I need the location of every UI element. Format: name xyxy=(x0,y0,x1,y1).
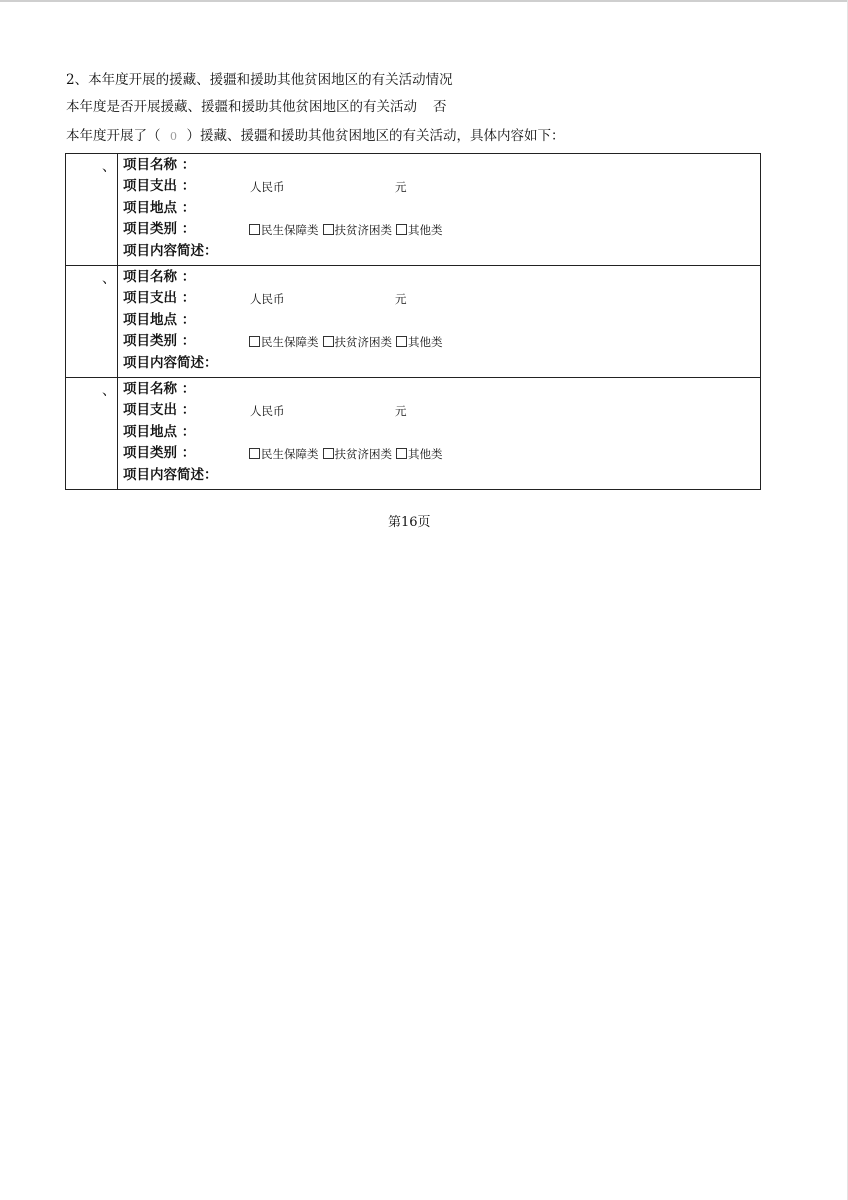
project-description-label: 项目内容简述： xyxy=(123,243,218,259)
project-description-row xyxy=(123,466,218,484)
project-name-label: 项目名称 ： xyxy=(123,381,196,397)
checkbox-icon[interactable] xyxy=(323,448,334,459)
project-category-row xyxy=(123,220,443,238)
category-option-poverty-relief[interactable]: 扶贫济困类 xyxy=(323,335,393,349)
project-location-label: 项目地点 ： xyxy=(123,312,196,328)
checkbox-icon[interactable] xyxy=(396,336,407,347)
project-entry-3 xyxy=(66,378,761,490)
project-index-mark: 、 xyxy=(102,271,116,287)
project-index-mark: 、 xyxy=(102,159,116,175)
project-entry-1 xyxy=(66,154,761,266)
project-name-row xyxy=(123,268,195,286)
project-index-mark: 、 xyxy=(102,383,116,399)
activity-answer: 否 xyxy=(433,99,447,115)
project-expense-label: 项目支出 ： xyxy=(123,290,196,306)
project-location-row xyxy=(123,423,195,441)
section-heading: 2、本年度开展的援藏、援疆和援助其他贫困地区的有关活动情况 xyxy=(66,72,453,88)
category-option-other[interactable]: 其他类 xyxy=(396,223,443,237)
project-location-row xyxy=(123,311,195,329)
currency-label: 人民币 xyxy=(250,180,285,194)
project-description-row xyxy=(123,242,218,260)
project-content-cell xyxy=(118,378,761,490)
count-value: 0 xyxy=(170,130,177,143)
checkbox-icon[interactable] xyxy=(249,336,260,347)
project-description-label: 项目内容简述： xyxy=(123,467,218,483)
count-prefix: 本年度开展了（ xyxy=(66,128,161,144)
category-option-livelihood[interactable]: 民生保障类 xyxy=(249,335,319,349)
category-option-other[interactable]: 其他类 xyxy=(396,335,443,349)
category-option-livelihood[interactable]: 民生保障类 xyxy=(249,447,319,461)
category-options xyxy=(249,221,447,239)
category-option-poverty-relief[interactable]: 扶贫济困类 xyxy=(323,447,393,461)
currency-label: 人民币 xyxy=(250,292,285,306)
project-entry-2 xyxy=(66,266,761,378)
project-expense-label: 项目支出 ： xyxy=(123,178,196,194)
project-expense-label: 项目支出 ： xyxy=(123,402,196,418)
category-option-livelihood[interactable]: 民生保障类 xyxy=(249,223,319,237)
category-options xyxy=(249,333,447,351)
currency-label: 人民币 xyxy=(250,404,285,418)
count-suffix: ）援藏、援疆和援助其他贫困地区的有关活动，具体内容如下： xyxy=(186,128,565,144)
project-table xyxy=(65,153,761,490)
checkbox-icon[interactable] xyxy=(396,448,407,459)
project-category-label: 项目类别 ： xyxy=(123,221,196,237)
unit-label: 元 xyxy=(395,292,407,306)
project-category-row xyxy=(123,332,443,350)
project-content-cell xyxy=(118,266,761,378)
project-name-label: 项目名称 ： xyxy=(123,157,196,173)
checkbox-icon[interactable] xyxy=(323,224,334,235)
page-top-edge xyxy=(0,0,848,2)
project-index-cell xyxy=(66,266,118,378)
category-options xyxy=(249,445,447,463)
activity-count-line xyxy=(66,127,565,146)
category-option-other[interactable]: 其他类 xyxy=(396,447,443,461)
activity-question: 本年度是否开展援藏、援疆和援助其他贫困地区的有关活动 xyxy=(66,99,417,115)
project-description-label: 项目内容简述： xyxy=(123,355,218,371)
project-name-row xyxy=(123,380,195,398)
project-index-cell xyxy=(66,154,118,266)
activity-question-line xyxy=(66,98,447,116)
category-option-poverty-relief[interactable]: 扶贫济困类 xyxy=(323,223,393,237)
project-index-cell xyxy=(66,378,118,490)
project-location-row xyxy=(123,199,195,217)
unit-label: 元 xyxy=(395,180,407,194)
unit-label: 元 xyxy=(395,404,407,418)
project-expense-row xyxy=(123,401,407,419)
checkbox-icon[interactable] xyxy=(249,448,260,459)
checkbox-icon[interactable] xyxy=(249,224,260,235)
project-name-row xyxy=(123,156,195,174)
checkbox-icon[interactable] xyxy=(396,224,407,235)
project-content-cell xyxy=(118,154,761,266)
project-description-row xyxy=(123,354,218,372)
checkbox-icon[interactable] xyxy=(323,336,334,347)
page-number: 第16页 xyxy=(388,515,431,530)
project-category-label: 项目类别 ： xyxy=(123,333,196,349)
project-category-row xyxy=(123,444,443,462)
project-expense-row xyxy=(123,177,407,195)
project-location-label: 项目地点 ： xyxy=(123,424,196,440)
project-location-label: 项目地点 ： xyxy=(123,200,196,216)
project-category-label: 项目类别 ： xyxy=(123,445,196,461)
project-name-label: 项目名称 ： xyxy=(123,269,196,285)
project-expense-row xyxy=(123,289,407,307)
